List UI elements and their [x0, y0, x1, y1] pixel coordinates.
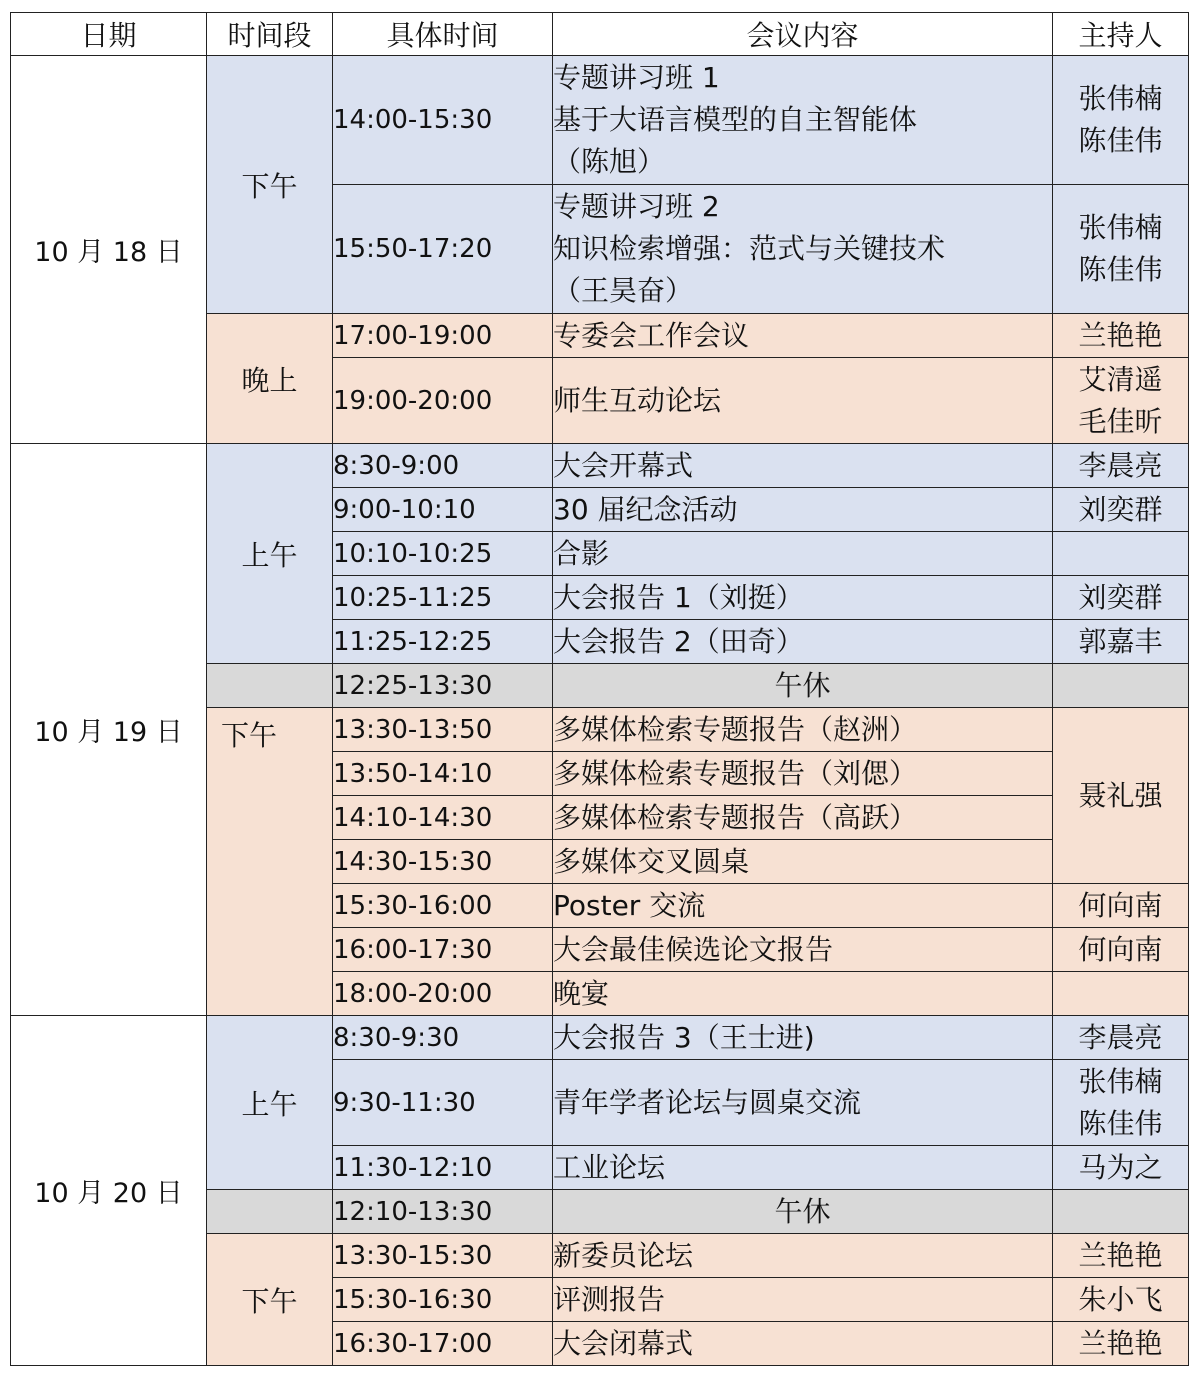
time-cell: 15:30-16:30	[333, 1278, 553, 1322]
host-name: 张伟楠	[1078, 211, 1163, 244]
content-cell: 新委员论坛	[553, 1234, 1053, 1278]
time-cell: 9:30-11:30	[333, 1060, 553, 1146]
content-cell: 大会报告 1（刘挺）	[553, 576, 1053, 620]
time-cell: 14:10-14:30	[333, 796, 553, 840]
content-cell: 评测报告	[553, 1278, 1053, 1322]
host-cell: 何向南	[1053, 928, 1189, 972]
host-cell	[1053, 532, 1189, 576]
host-cell: 兰艳艳	[1053, 1322, 1189, 1366]
host-cell: 刘奕群	[1053, 488, 1189, 532]
time-cell: 17:00-19:00	[333, 314, 553, 358]
host-cell: 马为之	[1053, 1146, 1189, 1190]
content-cell: 晚宴	[553, 972, 1053, 1016]
content-cell: 青年学者论坛与圆桌交流	[553, 1060, 1053, 1146]
host-name: 陈佳伟	[1078, 1106, 1163, 1140]
content-cell-break: 午休	[553, 664, 1053, 708]
period-cell-empty	[207, 1190, 333, 1234]
host-cell: 朱小飞	[1053, 1278, 1189, 1322]
time-cell: 15:30-16:00	[333, 884, 553, 928]
header-time: 具体时间	[333, 13, 553, 56]
content-line: （王昊奋）	[553, 274, 694, 307]
content-cell: 多媒体检索专题报告（赵洲）	[553, 708, 1053, 752]
time-cell: 16:00-17:30	[333, 928, 553, 972]
content-line: 知识检索增强：范式与关键技术	[553, 232, 946, 265]
time-cell: 8:30-9:30	[333, 1016, 553, 1060]
time-cell: 11:30-12:10	[333, 1146, 553, 1190]
host-cell: 何向南	[1053, 884, 1189, 928]
header-content: 会议内容	[553, 13, 1053, 56]
content-cell: 多媒体检索专题报告（刘偲）	[553, 752, 1053, 796]
time-cell: 16:30-17:00	[333, 1322, 553, 1366]
period-cell-empty	[207, 664, 333, 708]
content-cell: 工业论坛	[553, 1146, 1053, 1190]
host-name: 陈佳伟	[1078, 124, 1163, 157]
time-cell: 13:50-14:10	[333, 752, 553, 796]
time-cell: 14:30-15:30	[333, 840, 553, 884]
content-cell: 合影	[553, 532, 1053, 576]
time-cell: 8:30-9:00	[333, 444, 553, 488]
period-cell: 下午	[207, 1234, 333, 1366]
header-host: 主持人	[1053, 13, 1189, 56]
content-cell	[553, 185, 1053, 314]
host-cell: 兰艳艳	[1053, 1234, 1189, 1278]
date-cell-oct20: 10 月 20 日	[11, 1016, 207, 1366]
table-row	[11, 444, 1189, 488]
host-cell: 李晨亮	[1053, 1016, 1189, 1060]
content-cell	[553, 56, 1053, 185]
period-cell: 晚上	[207, 314, 333, 444]
header-date: 日期	[11, 13, 207, 56]
host-cell: 郭嘉丰	[1053, 620, 1189, 664]
time-cell: 14:00-15:30	[333, 56, 553, 185]
header-period: 时间段	[207, 13, 333, 56]
content-cell-break: 午休	[553, 1190, 1053, 1234]
header-row	[11, 13, 1189, 56]
host-name: 艾清遥	[1078, 362, 1163, 396]
period-cell: 上午	[207, 444, 333, 664]
host-cell	[1053, 56, 1189, 185]
content-line: （陈旭）	[553, 145, 666, 178]
conference-schedule-table	[10, 12, 1189, 1366]
content-cell: 大会最佳候选论文报告	[553, 928, 1053, 972]
time-cell: 9:00-10:10	[333, 488, 553, 532]
content-cell: 师生互动论坛	[553, 358, 1053, 444]
content-cell: 多媒体检索专题报告（高跃）	[553, 796, 1053, 840]
time-cell: 11:25-12:25	[333, 620, 553, 664]
host-cell	[1053, 972, 1189, 1016]
host-cell	[1053, 1190, 1189, 1234]
period-cell: 下午	[207, 56, 333, 314]
time-cell: 12:25-13:30	[333, 664, 553, 708]
content-cell: 大会开幕式	[553, 444, 1053, 488]
content-cell: Poster 交流	[553, 884, 1053, 928]
date-cell-oct19: 10 月 19 日	[11, 444, 207, 1016]
time-cell: 18:00-20:00	[333, 972, 553, 1016]
content-cell: 30 届纪念活动	[553, 488, 1053, 532]
content-cell: 专委会工作会议	[553, 314, 1053, 358]
table-row	[11, 56, 1189, 185]
content-line: 基于大语言模型的自主智能体	[553, 103, 918, 136]
host-name: 张伟楠	[1078, 82, 1163, 115]
time-cell: 15:50-17:20	[333, 185, 553, 314]
table-row	[11, 1016, 1189, 1060]
time-cell: 12:10-13:30	[333, 1190, 553, 1234]
host-cell	[1053, 358, 1189, 444]
host-name: 毛佳昕	[1078, 404, 1163, 438]
time-cell: 13:30-13:50	[333, 708, 553, 752]
host-cell: 兰艳艳	[1053, 314, 1189, 358]
time-cell: 13:30-15:30	[333, 1234, 553, 1278]
content-cell: 大会闭幕式	[553, 1322, 1053, 1366]
host-cell	[1053, 1060, 1189, 1146]
host-cell-merged: 聂礼强	[1053, 708, 1189, 884]
period-cell: 下午	[207, 708, 333, 1016]
content-cell: 多媒体交叉圆桌	[553, 840, 1053, 884]
host-cell	[1053, 185, 1189, 314]
content-cell: 大会报告 2（田奇）	[553, 620, 1053, 664]
time-cell: 10:25-11:25	[333, 576, 553, 620]
host-cell: 刘奕群	[1053, 576, 1189, 620]
time-cell: 10:10-10:25	[333, 532, 553, 576]
content-cell: 大会报告 3（王士进)	[553, 1016, 1053, 1060]
period-cell: 上午	[207, 1016, 333, 1190]
host-cell: 李晨亮	[1053, 444, 1189, 488]
content-line: 专题讲习班 1	[553, 61, 720, 94]
date-cell-oct18: 10 月 18 日	[11, 56, 207, 444]
host-name: 陈佳伟	[1078, 253, 1163, 286]
time-cell: 19:00-20:00	[333, 358, 553, 444]
host-name: 张伟楠	[1078, 1064, 1163, 1098]
host-cell	[1053, 664, 1189, 708]
content-line: 专题讲习班 2	[553, 190, 720, 223]
